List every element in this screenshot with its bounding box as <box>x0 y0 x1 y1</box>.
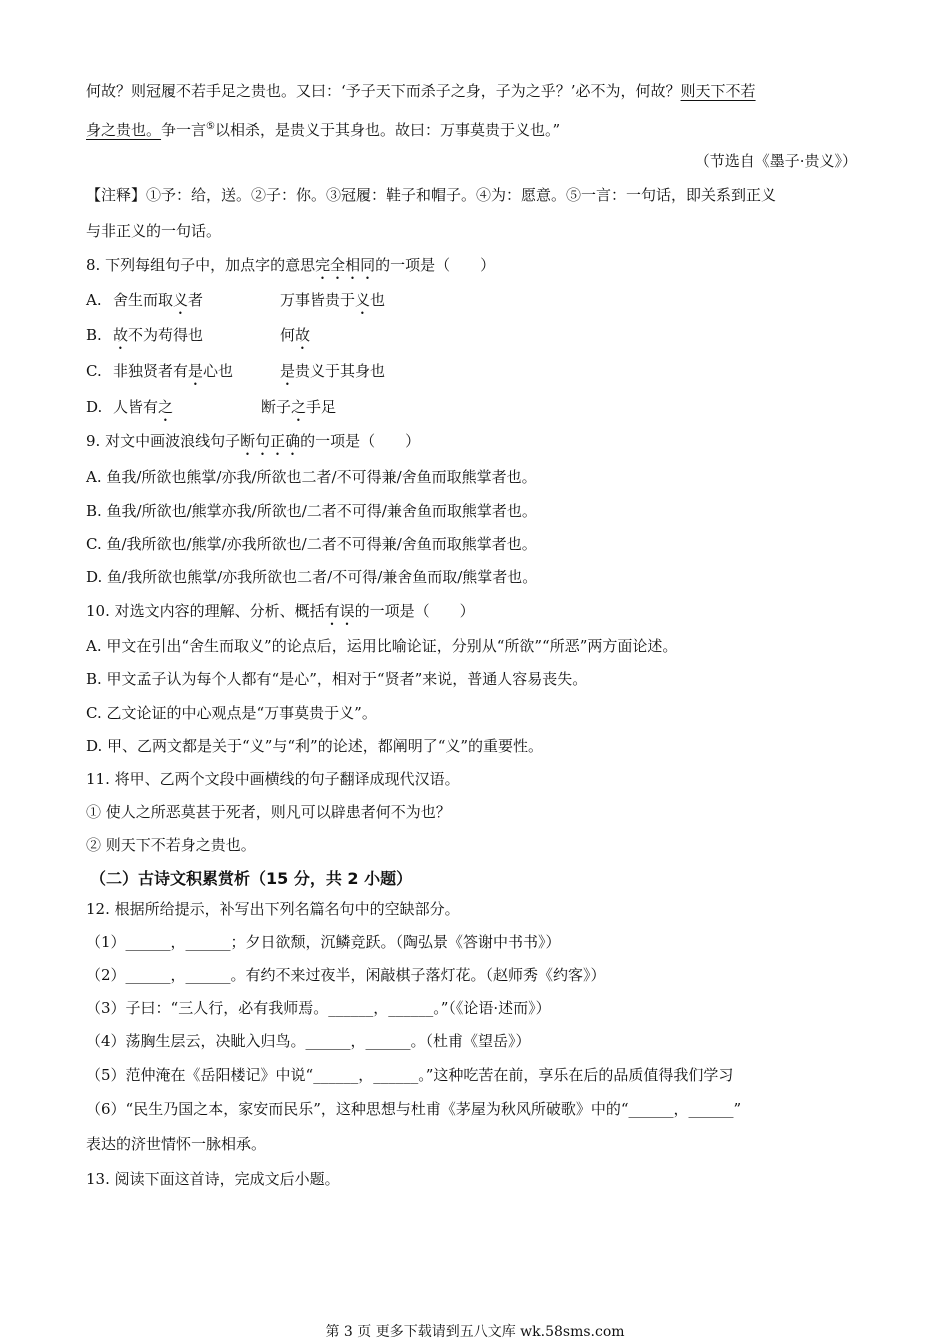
dotted-char: 是 <box>188 362 204 380</box>
emphasis-text: 断句正确 <box>240 432 301 450</box>
q11-item-2: ② 则天下不若身之贵也。 <box>86 836 256 854</box>
dotted-char: 之 <box>158 398 174 416</box>
text: 也 <box>370 291 386 309</box>
q10-stem <box>86 600 475 629</box>
passage-text: 争一言 <box>161 121 207 139</box>
passage-text: 以相杀，是贵义于其身也。故曰：万事莫贵于义也。” <box>215 121 561 139</box>
option-sentence-2 <box>261 398 336 416</box>
source-citation: （节选自《墨子·贵义》） <box>694 152 857 170</box>
option-sentence-2 <box>280 326 310 344</box>
stem-text: 的一项是（ ） <box>300 432 421 450</box>
q8-option-a <box>86 289 385 318</box>
q10-option-d: D. 甲、乙两文都是关于“义”与“利”的论述，都阐明了“义”的重要性。 <box>86 737 544 755</box>
page-footer: 第 3 页 更多下载请到五八文库 wk.58sms.com <box>325 1324 625 1340</box>
text: 者 <box>188 291 204 309</box>
q10-option-c: C. 乙文论证的中心观点是“万事莫贵于义”。 <box>86 704 377 722</box>
q12-item-6: （6）“民生乃国之本，家安而民乐”，这种思想与杜甫《茅屋为秋风所破歌》中的“______，______” <box>86 1100 742 1118</box>
q8-option-d <box>86 396 336 425</box>
stem-text: 的一项是（ ） <box>354 602 475 620</box>
q9-option-a: A. 鱼我/所欲也熊掌/亦我/所欲也二者/不可得兼/舍鱼而取熊掌者也。 <box>86 468 537 486</box>
q8-option-b <box>86 324 310 353</box>
q12-stem: 12. 根据所给提示，补写出下列名篇名句中的空缺部分。 <box>86 900 460 918</box>
dotted-char: 之 <box>291 398 307 416</box>
text: 何 <box>280 326 296 344</box>
q13-stem: 13. 阅读下面这首诗，完成文后小题。 <box>86 1170 340 1188</box>
stem-text: 9. 对文中画波浪线句子 <box>86 432 241 450</box>
option-label: D. <box>86 398 103 416</box>
option-sentence-1 <box>113 324 280 353</box>
option-sentence-1 <box>113 289 280 318</box>
notes-line-1: 【注释】①予：给，送。②子：你。③冠履：鞋子和帽子。④为：愿意。⑤一言：一句话，即关系到正义 <box>86 186 777 204</box>
text: 贵义于其身也 <box>295 362 386 380</box>
emphasis-text: 有误 <box>324 602 355 620</box>
passage-line-1 <box>86 80 756 102</box>
option-label: B. <box>86 326 102 344</box>
dotted-char: 义 <box>355 291 371 309</box>
q12-item-2: （2）______，______。有约不来过夜半，闲敲棋子落灯花。（赵师秀《约客》） <box>86 966 606 984</box>
dotted-char: 是 <box>280 362 296 380</box>
q9-stem <box>86 430 420 459</box>
q12-item-1: （1）______，______；夕日欲颓，沉鳞竞跃。（陶弘景《答谢中书书》） <box>86 933 561 951</box>
option-label: C. <box>86 362 102 380</box>
q9-option-d: D. 鱼/我所欲也熊掌/亦我所欲也二者/不可得/兼舍鱼而取/熊掌者也。 <box>86 568 538 586</box>
dotted-char: 故 <box>113 326 129 344</box>
text: 不为苟得也 <box>128 326 204 344</box>
q8-option-c <box>86 360 385 389</box>
text: 人皆有 <box>113 398 159 416</box>
text: 非独贤者有 <box>113 362 189 380</box>
stem-text: 8. 下列每组句子中，加点字的意思 <box>86 256 316 274</box>
underlined-sentence-part1: 则天下不若 <box>680 82 756 100</box>
option-sentence-1 <box>113 360 280 389</box>
option-sentence-2 <box>280 291 385 309</box>
q12-item-5: （5）范仲淹在《岳阳楼记》中说“______，______。”这种吃苦在前，享乐在后的品质值得我们学习 <box>86 1066 734 1084</box>
q10-option-a: A. 甲文在引出“舍生而取义”的论点后，运用比喻论证，分别从“所欲”“所恶”两方面论述。 <box>86 637 678 655</box>
option-sentence-1 <box>113 396 261 425</box>
passage-line-2 <box>86 116 560 141</box>
q11-stem: 11. 将甲、乙两个文段中画横线的句子翻译成现代汉语。 <box>86 770 460 788</box>
text: 舍生而取 <box>113 291 174 309</box>
q11-item-1: ① 使人之所恶莫甚于死者，则凡可以辟患者何不为也？ <box>86 803 451 821</box>
q12-item-4: （4）荡胸生层云，决眦入归鸟。______，______。（杜甫《望岳》） <box>86 1032 531 1050</box>
text: 手足 <box>306 398 337 416</box>
footnote-marker: ⑤ <box>206 121 215 132</box>
q9-option-b: B. 鱼我/所欲也/熊掌亦我/所欲也/二者不可得/兼舍鱼而取熊掌者也。 <box>86 502 537 520</box>
q12-item-6-cont: 表达的济世情怀一脉相承。 <box>86 1135 267 1153</box>
option-sentence-2 <box>280 362 385 380</box>
text: 心也 <box>203 362 234 380</box>
section-title: （二）古诗文积累赏析（15 分，共 2 小题） <box>90 869 413 888</box>
q12-item-3: （3）子曰：“三人行，必有我师焉。______，______。”（《论语·述而》） <box>86 999 551 1017</box>
dotted-char: 义 <box>173 291 189 309</box>
q10-option-b: B. 甲文孟子认为每个人都有“是心”，相对于“贤者”来说，普通人容易丧失。 <box>86 670 588 688</box>
option-label: A. <box>86 291 102 309</box>
dotted-char: 故 <box>295 326 311 344</box>
q9-option-c: C. 鱼/我所欲也/熊掌/亦我所欲也/二者不可得兼/舍鱼而取熊掌者也。 <box>86 535 537 553</box>
text: 断子 <box>261 398 292 416</box>
text: 万事皆贵于 <box>280 291 356 309</box>
stem-text: 的一项是（ ） <box>375 256 496 274</box>
stem-text: 10. 对选文内容的理解、分析、概括 <box>86 602 325 620</box>
emphasis-text: 完全相同 <box>315 256 376 274</box>
underlined-sentence-part2: 身之贵也。 <box>86 121 162 139</box>
q8-stem <box>86 254 495 283</box>
notes-line-2: 与非正义的一句话。 <box>86 222 222 240</box>
passage-text: 何故？则冠履不若手足之贵也。又曰：‘予子天下而杀子之身，子为之乎？’必不为，何故？ <box>86 82 681 100</box>
